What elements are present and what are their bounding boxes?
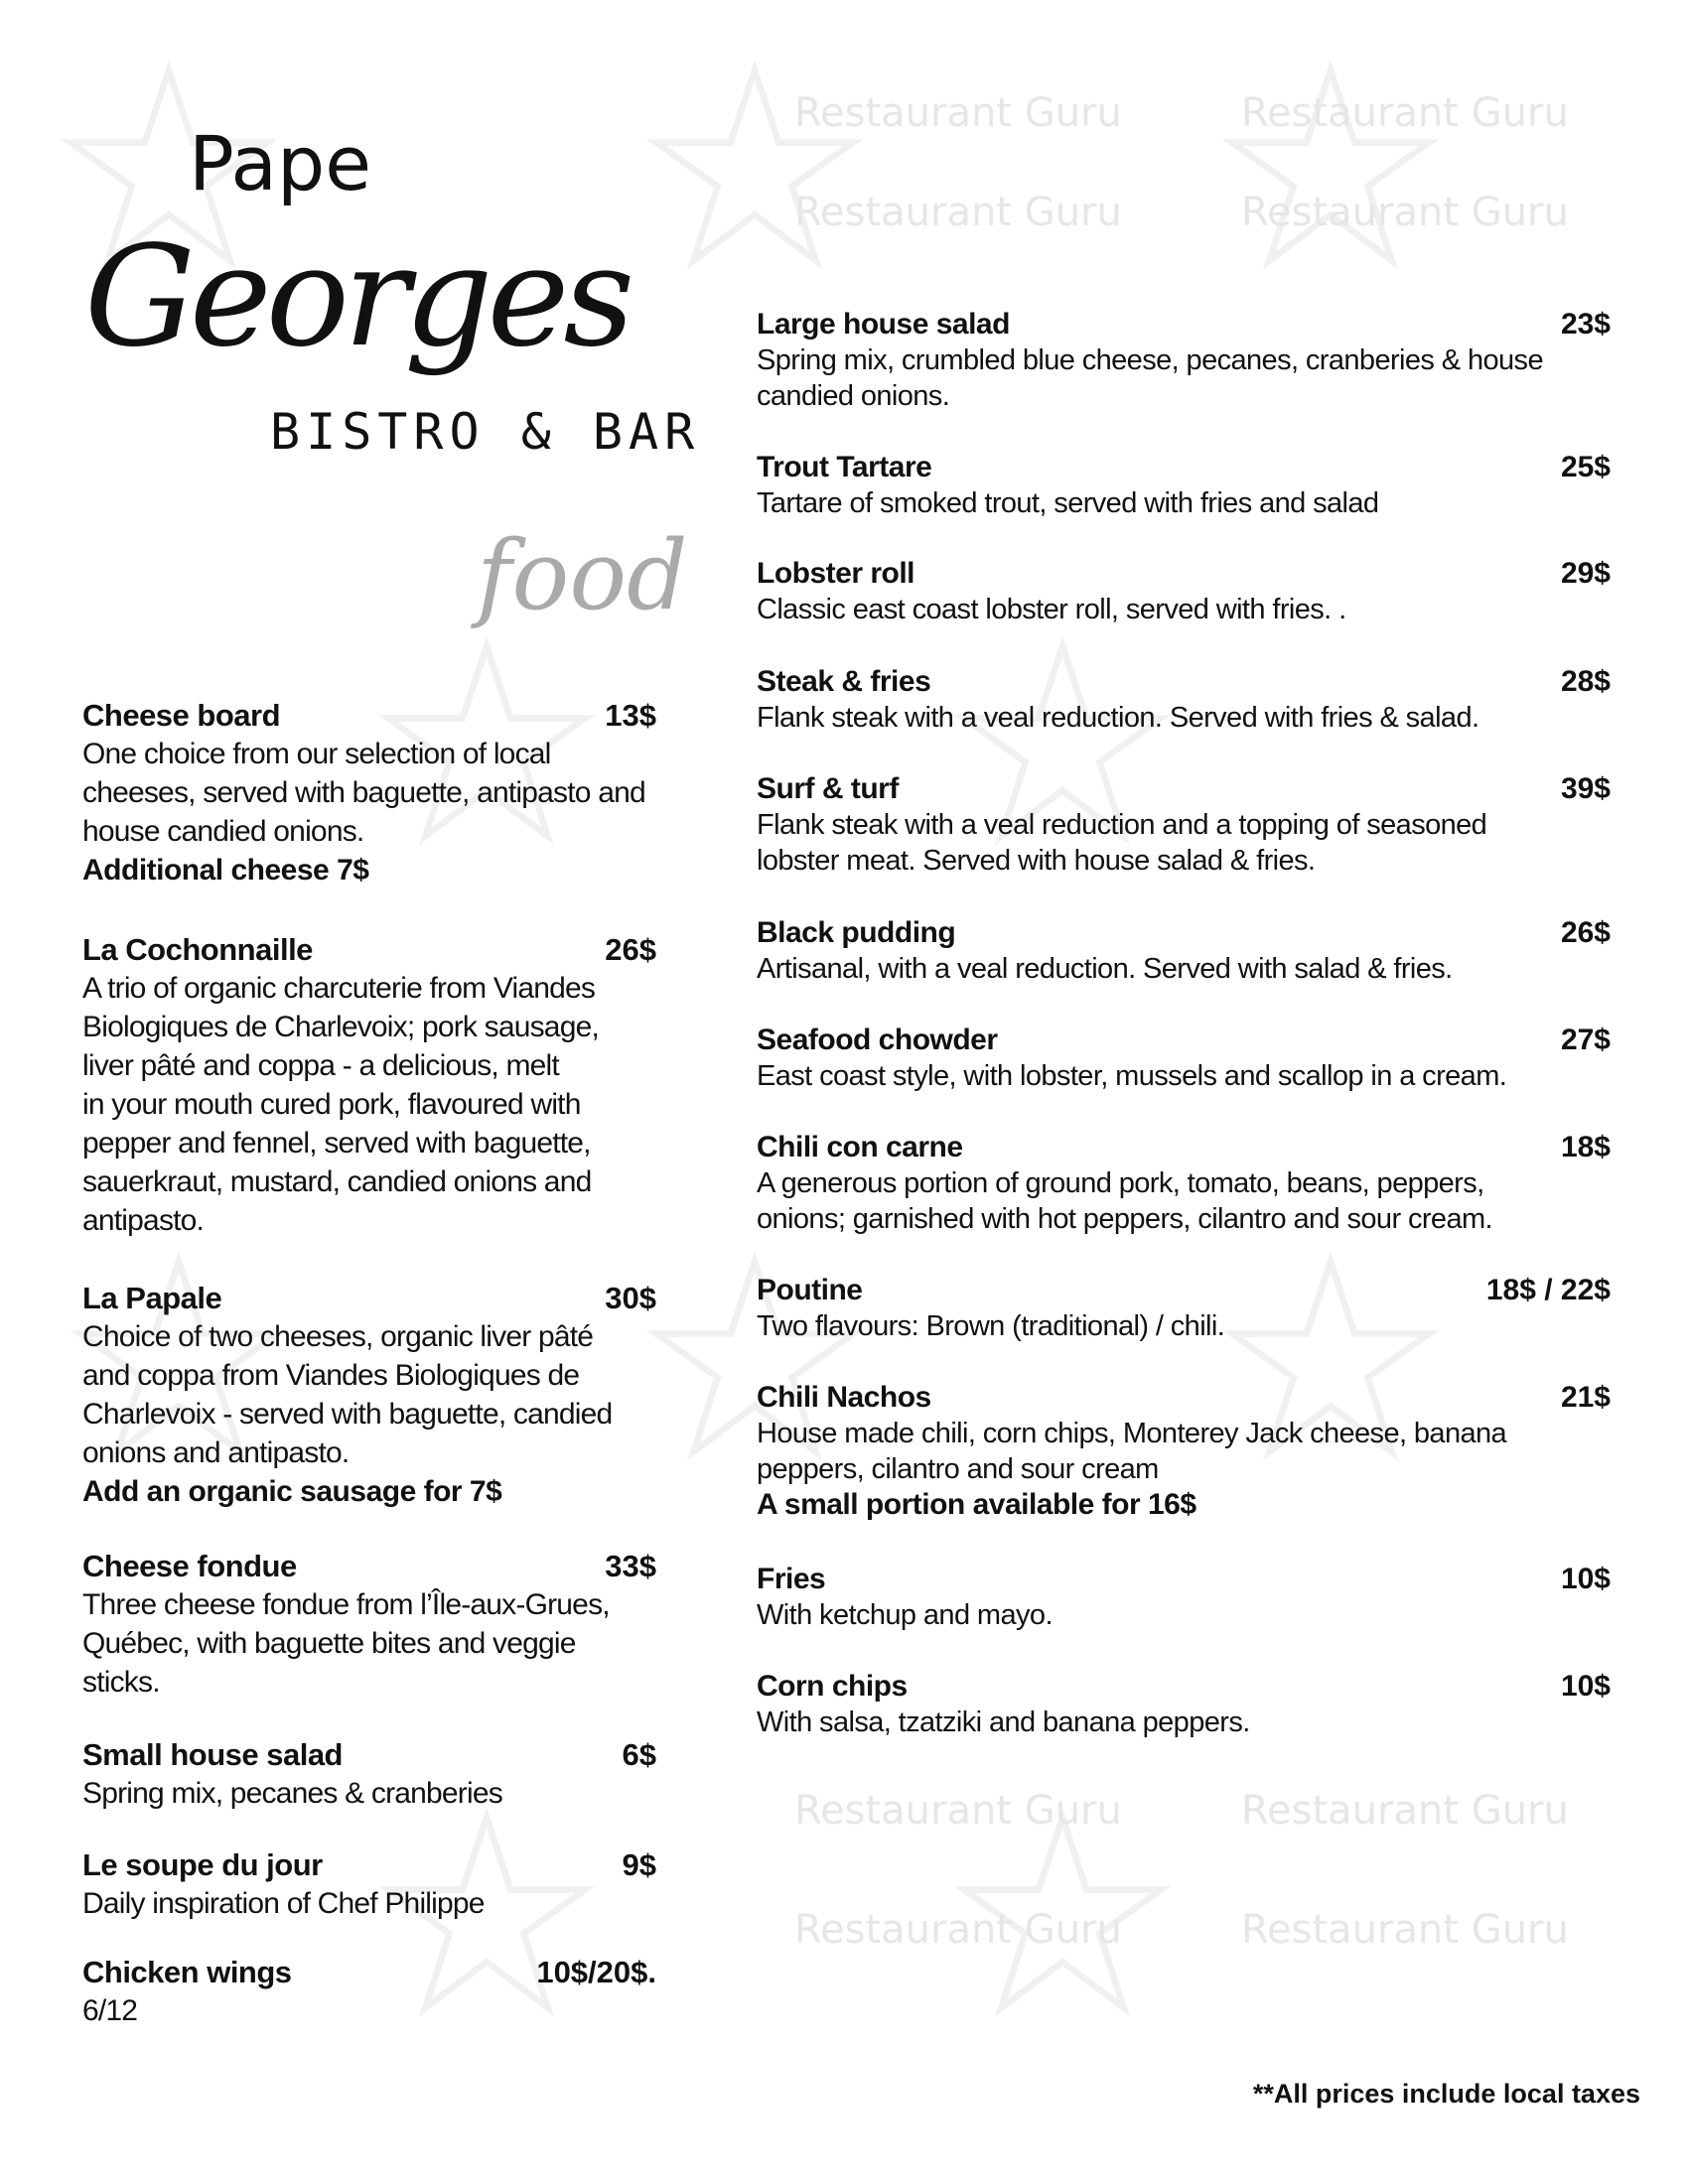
menu-item-name: La Papale [82, 1281, 222, 1315]
menu-item-price: 26$ [605, 932, 656, 967]
menu-item-name: Chili Nachos [757, 1381, 931, 1414]
menu-item [757, 1130, 1611, 1237]
menu-item [757, 556, 1611, 627]
menu-item-name: Fries [757, 1563, 826, 1595]
menu-item [82, 1845, 656, 1923]
menu-item-description: A trio of organic charcuterie from Viandes [82, 972, 596, 1005]
menu-item-description: 6/12 [82, 1994, 138, 2027]
menu-item-name: Cheese board [82, 698, 281, 733]
menu-item-description: peppers, cilantro and sour cream [757, 1453, 1159, 1485]
menu-item-description: candied onions. [757, 380, 950, 412]
menu-item-name: Trout Tartare [757, 451, 932, 483]
menu-item-description: pepper and fennel, served with baguette, [82, 1127, 591, 1160]
menu-item [757, 664, 1611, 736]
menu-item-name: Chili con carne [757, 1131, 963, 1163]
menu-item-name: Black pudding [757, 916, 956, 949]
menu-item-description: liver pâté and coppa - a delicious, melt [82, 1049, 559, 1082]
menu-item-price: 6$ [622, 1737, 656, 1772]
footnote: **All prices include local taxes [1252, 2079, 1640, 2109]
menu-item-description: Three cheese fondue from l’Île-aux-Grues, [82, 1588, 610, 1621]
menu-item-description: Flank steak with a veal reduction. Served with fries & salad. [757, 702, 1479, 734]
menu-item [757, 1273, 1611, 1344]
menu-item-name: Chicken wings [82, 1955, 292, 1989]
menu-item-description: onions and antipasto. [82, 1436, 350, 1469]
watermark-text: Restaurant Guru [794, 1907, 1122, 1953]
menu-item-description: antipasto. [82, 1204, 205, 1237]
menu-item-name: Small house salad [82, 1737, 343, 1772]
menu-item-description: Daily inspiration of Chef Philippe [82, 1887, 485, 1920]
menu-item-price: 13$ [605, 698, 656, 733]
logo-pape: Pape [189, 119, 371, 207]
menu-item-price: 10$/20$. [536, 1955, 656, 1989]
menu-item-description: Tartare of smoked trout, served with fries and salad [757, 487, 1379, 519]
menu-item-addon: Additional cheese 7$ [82, 854, 369, 887]
menu-item-description: and coppa from Viandes Biologiques de [82, 1359, 580, 1392]
watermark-text: Restaurant Guru [794, 1788, 1122, 1834]
menu-item [82, 930, 656, 1240]
watermark-text: Restaurant Guru [1241, 1907, 1569, 1953]
menu-item-name: Seafood chowder [757, 1024, 998, 1056]
menu-item-price: 18$ / 22$ [1485, 1274, 1611, 1306]
menu-item-description: Québec, with baguette bites and veggie [82, 1627, 576, 1660]
menu-item-description: Two flavours: Brown (traditional) / chili. [757, 1310, 1225, 1342]
menu-item [757, 450, 1611, 521]
menu-item-description: Spring mix, crumbled blue cheese, pecanes, cranberies & house [757, 344, 1543, 376]
menu-item-price: 10$ [1560, 1670, 1611, 1703]
menu-item-name: Surf & turf [757, 772, 899, 805]
menu-item-name: Poutine [757, 1274, 863, 1306]
menu-item-description: lobster meat. Served with house salad & fries. [757, 845, 1316, 877]
menu-item-name: Cheese fondue [82, 1549, 297, 1583]
menu-item-description: Biologiques de Charlevoix; pork sausage, [82, 1011, 599, 1043]
menu-item-description: A generous portion of ground pork, tomato, beans, peppers, [757, 1167, 1484, 1199]
menu-item-price: 25$ [1560, 451, 1611, 483]
menu-item-addon: Add an organic sausage for 7$ [82, 1475, 502, 1508]
menu-item [82, 1547, 656, 1702]
menu-item-name: Le soupe du jour [82, 1847, 323, 1882]
section-title: food [477, 520, 688, 631]
menu-item [757, 1023, 1611, 1094]
menu-item [757, 1669, 1611, 1740]
menu-item-price: 10$ [1560, 1563, 1611, 1595]
menu-item-description: sticks. [82, 1666, 160, 1699]
menu-item-description: Artisanal, with a veal reduction. Served with salad & fries. [757, 953, 1453, 985]
logo-georges: Georges [84, 216, 630, 378]
menu-item-description: House made chili, corn chips, Monterey Jack cheese, banana [757, 1418, 1507, 1449]
menu-item-description: cheeses, served with baguette, antipasto and [82, 776, 645, 809]
menu-item-price: 9$ [622, 1847, 656, 1882]
menu-item-description: Flank steak with a veal reduction and a topping of seasoned [757, 809, 1487, 841]
menu-item-name: Large house salad [757, 308, 1010, 341]
menu-item-description: One choice from our selection of local [82, 738, 551, 770]
menu-item-description: Charlevoix - served with baguette, candied [82, 1398, 613, 1431]
menu-item-price: 29$ [1560, 557, 1611, 590]
menu-item-price: 18$ [1560, 1131, 1611, 1163]
menu-item-description: in your mouth cured pork, flavoured with [82, 1088, 581, 1121]
menu-item-description: With ketchup and mayo. [757, 1599, 1053, 1631]
menu-item-name: La Cochonnaille [82, 932, 313, 967]
watermark-text: Restaurant Guru [1241, 190, 1569, 235]
menu-item-description: East coast style, with lobster, mussels and scallop in a cream. [757, 1060, 1507, 1092]
menu-item-price: 26$ [1560, 916, 1611, 949]
watermark-text: Restaurant Guru [794, 90, 1122, 136]
menu-item [757, 1380, 1611, 1523]
menu-item-price: 23$ [1560, 308, 1611, 341]
menu-item-description: With salsa, tzatziki and banana peppers. [757, 1706, 1250, 1738]
menu-item [757, 307, 1611, 414]
menu-item-price: 33$ [605, 1549, 656, 1583]
menu-item-name: Corn chips [757, 1670, 908, 1703]
menu-item [82, 1279, 656, 1511]
menu-item [82, 1735, 656, 1813]
menu-item [757, 915, 1611, 987]
menu-item-description: house candied onions. [82, 815, 364, 848]
menu-item [757, 1562, 1611, 1633]
menu-item-description: Choice of two cheeses, organic liver pâté [82, 1320, 594, 1353]
menu-item-price: 21$ [1560, 1381, 1611, 1414]
menu-item-price: 30$ [605, 1281, 656, 1315]
menu-item-description: Classic east coast lobster roll, served with fries. . [757, 594, 1346, 625]
watermark-text: Restaurant Guru [794, 190, 1122, 235]
menu-item-description: onions; garnished with hot peppers, cilantro and sour cream. [757, 1203, 1492, 1235]
logo-tagline: BISTRO & BAR [270, 403, 701, 461]
menu-item-name: Steak & fries [757, 665, 931, 698]
menu-item-price: 27$ [1560, 1024, 1611, 1056]
watermark-text: Restaurant Guru [1241, 90, 1569, 136]
menu-item [82, 1953, 656, 2030]
menu-item [757, 771, 1611, 879]
menu-item-description: sauerkraut, mustard, candied onions and [82, 1165, 592, 1198]
menu-item-name: Lobster roll [757, 557, 915, 590]
menu-item [82, 696, 656, 889]
watermark-text: Restaurant Guru [1241, 1788, 1569, 1834]
menu-item-price: 28$ [1560, 665, 1611, 698]
menu-item-addon: A small portion available for 16$ [757, 1488, 1196, 1521]
menu-item-price: 39$ [1560, 772, 1611, 805]
menu-item-description: Spring mix, pecanes & cranberies [82, 1777, 502, 1810]
